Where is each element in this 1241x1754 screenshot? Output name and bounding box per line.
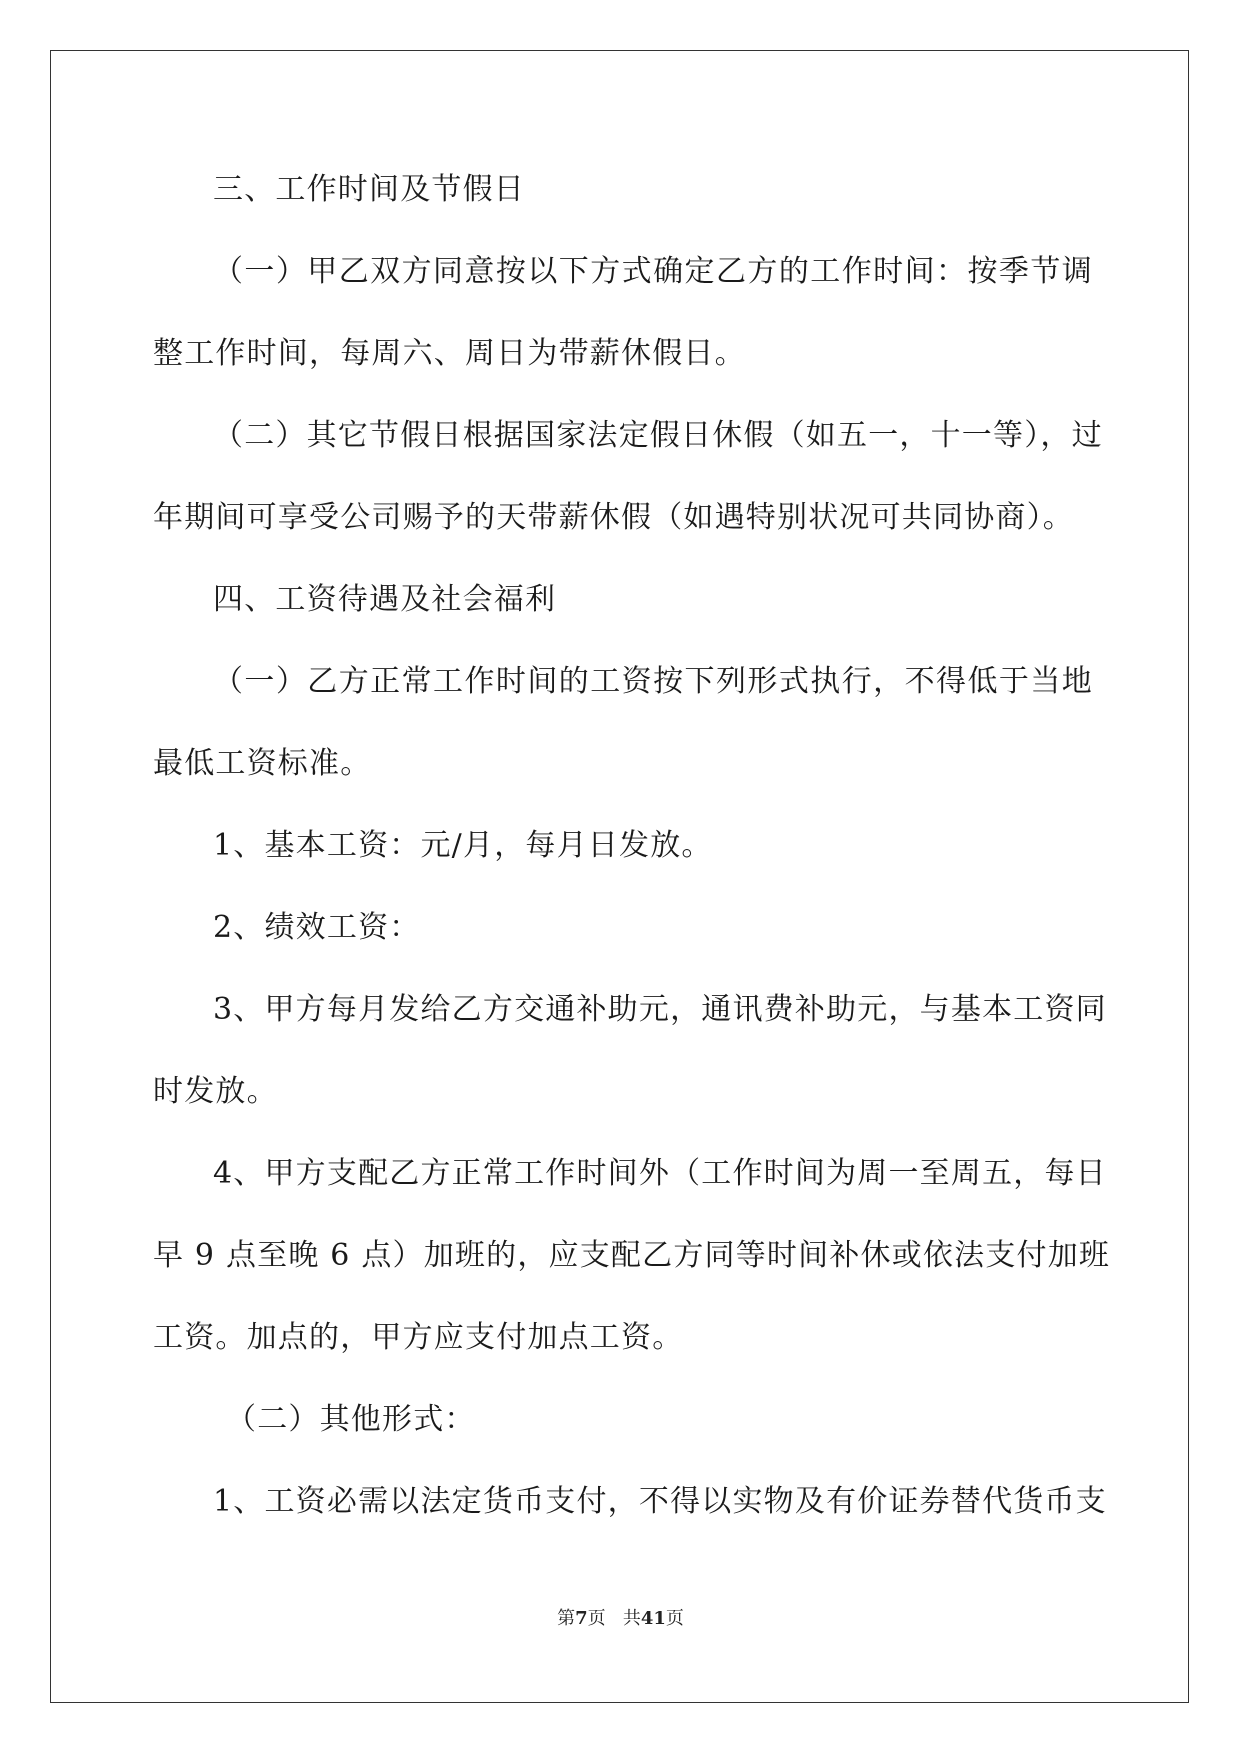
paragraph-line: 3、甲方每月发给乙方交通补助元，通讯费补助元，与基本工资同 [213, 992, 1107, 1027]
total-pages: 41 [640, 1608, 666, 1629]
paragraph-line: （二）其它节假日根据国家法定假日休假（如五一，十一等），过 [213, 418, 1103, 453]
page-suffix: 页 [587, 1608, 606, 1629]
paragraph-line: （一）甲乙双方同意按以下方式确定乙方的工作时间：按季节调 [213, 254, 1093, 289]
page-number: 7 [575, 1608, 588, 1629]
paragraph-line: 时发放。 [153, 1074, 278, 1109]
page-prefix: 第 [557, 1608, 576, 1629]
paragraph-line: 1、工资必需以法定货币支付，不得以实物及有价证券替代货币支 [213, 1484, 1107, 1519]
paragraph-line: 年期间可享受公司赐予的天带薪休假（如遇特别状况可共同协商）。 [153, 500, 1074, 535]
paragraph-line: （一）乙方正常工作时间的工资按下列形式执行，不得低于当地 [213, 664, 1093, 699]
paragraph-line: 4、甲方支配乙方正常工作时间外（工作时间为周一至周五，每日 [213, 1156, 1107, 1191]
paragraph-line: 2、绩效工资： [213, 910, 421, 945]
paragraph-line: 工资。加点的，甲方应支付加点工资。 [153, 1320, 684, 1355]
page-border [50, 50, 1189, 1703]
paragraph-line: 最低工资标准。 [153, 746, 372, 781]
section-heading: 四、工资待遇及社会福利 [213, 582, 557, 617]
page-footer [0, 1607, 1241, 1631]
paragraph-line: 1、基本工资：元/月，每月日发放。 [213, 828, 713, 863]
paragraph-line: 早 9 点至晚 6 点）加班的，应支配乙方同等时间补休或依法支付加班 [153, 1238, 1111, 1273]
section-heading: 三、工作时间及节假日 [213, 172, 525, 207]
paragraph-line: 整工作时间，每周六、周日为带薪休假日。 [153, 336, 746, 371]
section-heading: （二）其他形式： [226, 1402, 476, 1437]
total-prefix: 共 [622, 1608, 641, 1629]
total-suffix: 页 [665, 1608, 684, 1629]
